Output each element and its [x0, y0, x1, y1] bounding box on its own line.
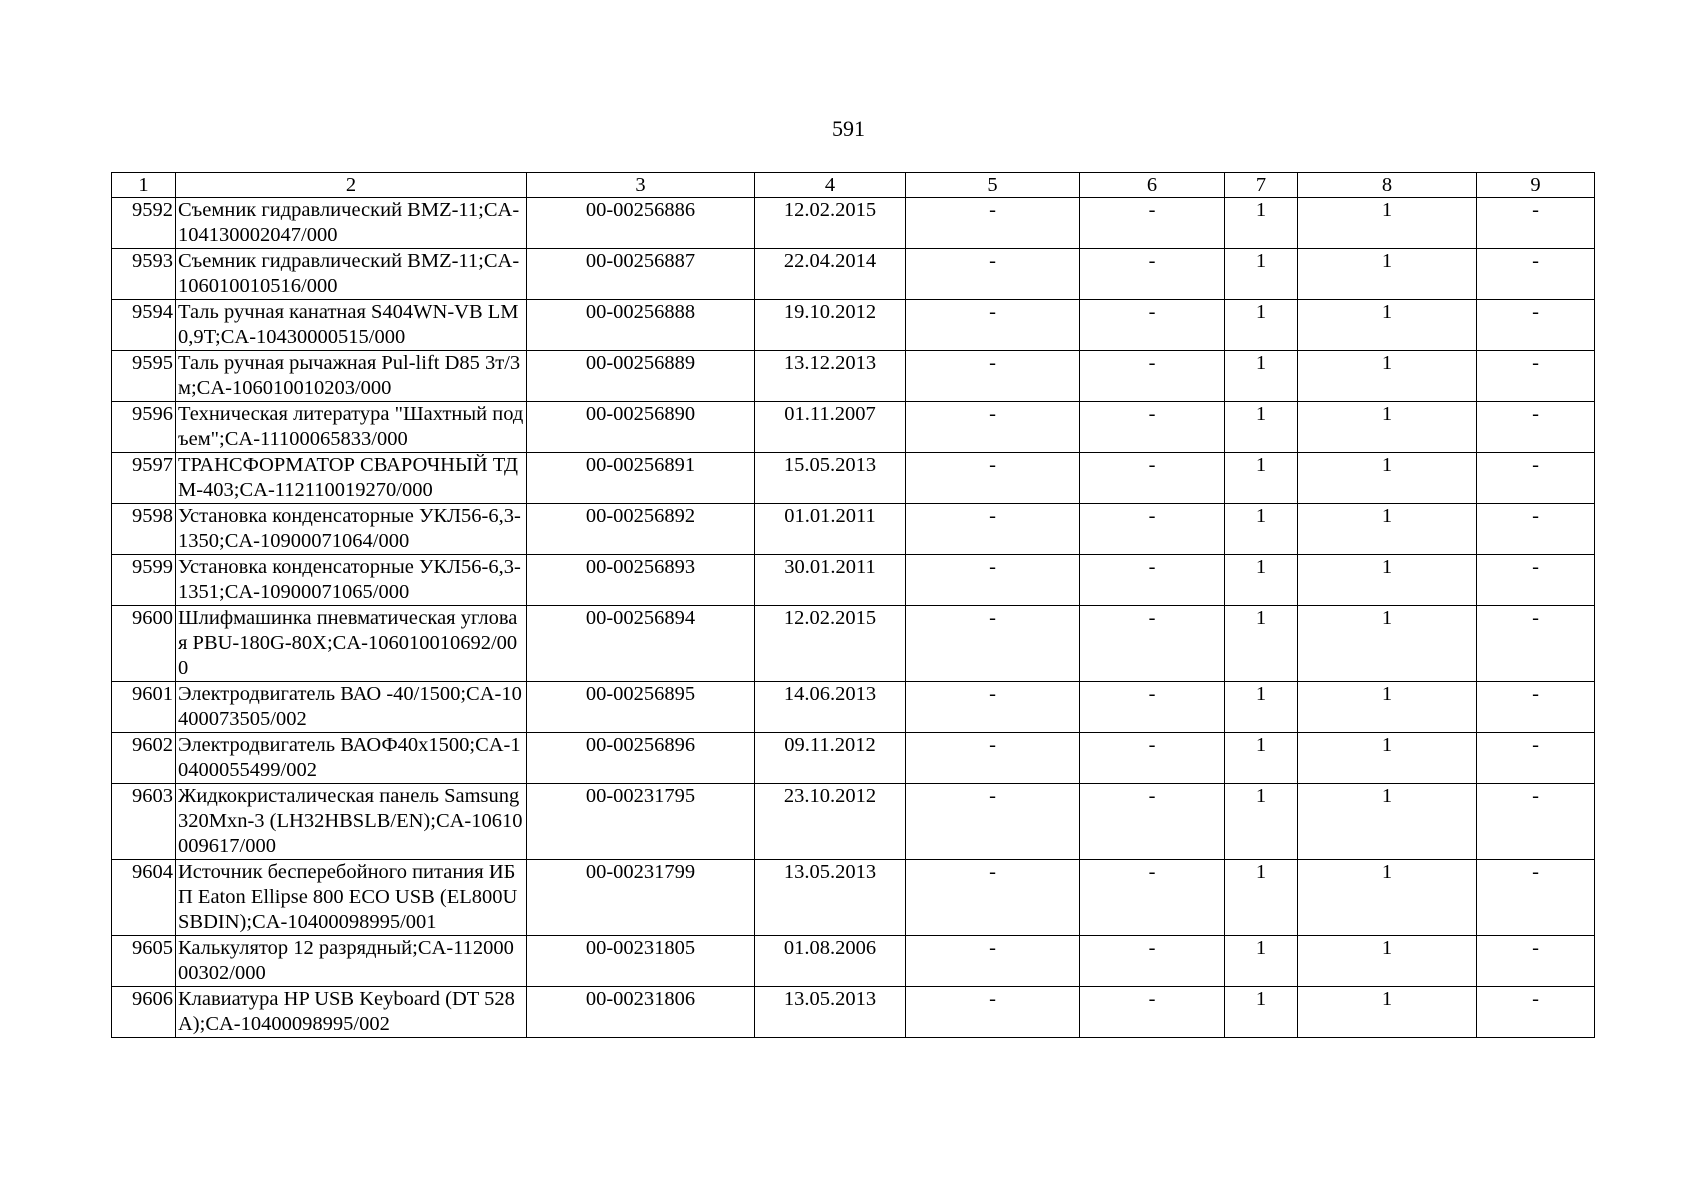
col-9-cell: - — [1477, 402, 1595, 453]
col-6-cell: - — [1080, 351, 1225, 402]
col-7-cell: 1 — [1225, 351, 1298, 402]
item-name-cell: Электродвигатель ВАОФ40х1500;CA-10400055499/002 — [176, 733, 527, 784]
inventory-code-cell: 00-00256892 — [527, 504, 755, 555]
column-header-4: 4 — [755, 173, 906, 198]
row-number-cell: 9599 — [112, 555, 176, 606]
inventory-code-cell: 00-00256886 — [527, 198, 755, 249]
item-name-cell: Калькулятор 12 разрядный;CA-11200000302/000 — [176, 936, 527, 987]
col-5-cell: - — [906, 402, 1080, 453]
col-7-cell: 1 — [1225, 987, 1298, 1038]
col-8-cell: 1 — [1298, 504, 1477, 555]
col-8-cell: 1 — [1298, 555, 1477, 606]
inventory-code-cell: 00-00256893 — [527, 555, 755, 606]
row-number-cell: 9605 — [112, 936, 176, 987]
col-7-cell: 1 — [1225, 198, 1298, 249]
header-row — [112, 173, 1595, 198]
col-7-cell: 1 — [1225, 784, 1298, 860]
table-row — [112, 249, 1595, 300]
col-8-cell: 1 — [1298, 300, 1477, 351]
col-6-cell: - — [1080, 198, 1225, 249]
inventory-code-cell: 00-00231805 — [527, 936, 755, 987]
table-body — [112, 198, 1595, 1038]
col-7-cell: 1 — [1225, 504, 1298, 555]
col-6-cell: - — [1080, 504, 1225, 555]
col-7-cell: 1 — [1225, 606, 1298, 682]
table-row — [112, 784, 1595, 860]
page-number: 591 — [832, 116, 865, 141]
col-9-cell: - — [1477, 300, 1595, 351]
col-9-cell: - — [1477, 733, 1595, 784]
row-number-cell: 9602 — [112, 733, 176, 784]
item-name-cell: Таль ручная рычажная Pul-lift D85 3т/3м;CA-106010010203/000 — [176, 351, 527, 402]
col-9-cell: - — [1477, 682, 1595, 733]
table-row — [112, 555, 1595, 606]
column-header-6: 6 — [1080, 173, 1225, 198]
date-cell: 14.06.2013 — [755, 682, 906, 733]
column-header-1: 1 — [112, 173, 176, 198]
col-6-cell: - — [1080, 606, 1225, 682]
row-number-cell: 9603 — [112, 784, 176, 860]
col-6-cell: - — [1080, 733, 1225, 784]
date-cell: 13.12.2013 — [755, 351, 906, 402]
col-8-cell: 1 — [1298, 249, 1477, 300]
col-8-cell: 1 — [1298, 606, 1477, 682]
inventory-code-cell: 00-00256888 — [527, 300, 755, 351]
table-row — [112, 300, 1595, 351]
column-header-5: 5 — [906, 173, 1080, 198]
date-cell: 13.05.2013 — [755, 860, 906, 936]
row-number-cell: 9601 — [112, 682, 176, 733]
col-9-cell: - — [1477, 351, 1595, 402]
col-5-cell: - — [906, 300, 1080, 351]
col-6-cell: - — [1080, 453, 1225, 504]
column-header-2: 2 — [176, 173, 527, 198]
item-name-cell: Техническая литература "Шахтный подъем";CA-11100065833/000 — [176, 402, 527, 453]
date-cell: 13.05.2013 — [755, 987, 906, 1038]
col-9-cell: - — [1477, 249, 1595, 300]
col-5-cell: - — [906, 860, 1080, 936]
item-name-cell: Шлифмашинка пневматическая угловая PBU-180G-80X;CA-106010010692/000 — [176, 606, 527, 682]
col-9-cell: - — [1477, 784, 1595, 860]
table-row — [112, 987, 1595, 1038]
col-5-cell: - — [906, 784, 1080, 860]
table-row — [112, 402, 1595, 453]
item-name-cell: Электродвигатель ВАО -40/1500;CA-10400073505/002 — [176, 682, 527, 733]
col-5-cell: - — [906, 249, 1080, 300]
col-5-cell: - — [906, 606, 1080, 682]
inventory-code-cell: 00-00256895 — [527, 682, 755, 733]
col-9-cell: - — [1477, 198, 1595, 249]
col-8-cell: 1 — [1298, 402, 1477, 453]
col-6-cell: - — [1080, 402, 1225, 453]
item-name-cell: Установка конденсаторные УКЛ56-6,3-1351;CA-10900071065/000 — [176, 555, 527, 606]
table-row — [112, 733, 1595, 784]
table-row — [112, 453, 1595, 504]
col-6-cell: - — [1080, 249, 1225, 300]
item-name-cell: Съемник гидравлический BMZ-11;CA-104130002047/000 — [176, 198, 527, 249]
row-number-cell: 9597 — [112, 453, 176, 504]
date-cell: 30.01.2011 — [755, 555, 906, 606]
col-7-cell: 1 — [1225, 860, 1298, 936]
col-6-cell: - — [1080, 987, 1225, 1038]
col-8-cell: 1 — [1298, 198, 1477, 249]
column-header-9: 9 — [1477, 173, 1595, 198]
col-8-cell: 1 — [1298, 351, 1477, 402]
inventory-code-cell: 00-00256891 — [527, 453, 755, 504]
col-9-cell: - — [1477, 504, 1595, 555]
col-8-cell: 1 — [1298, 784, 1477, 860]
row-number-cell: 9604 — [112, 860, 176, 936]
col-8-cell: 1 — [1298, 733, 1477, 784]
col-7-cell: 1 — [1225, 249, 1298, 300]
date-cell: 01.01.2011 — [755, 504, 906, 555]
col-9-cell: - — [1477, 936, 1595, 987]
col-5-cell: - — [906, 987, 1080, 1038]
col-5-cell: - — [906, 555, 1080, 606]
row-number-cell: 9594 — [112, 300, 176, 351]
col-8-cell: 1 — [1298, 987, 1477, 1038]
inventory-code-cell: 00-00256896 — [527, 733, 755, 784]
column-header-7: 7 — [1225, 173, 1298, 198]
col-7-cell: 1 — [1225, 300, 1298, 351]
inventory-code-cell: 00-00256889 — [527, 351, 755, 402]
col-6-cell: - — [1080, 300, 1225, 351]
item-name-cell: Источник бесперебойного питания ИБП Eaton Ellipse 800 ECO USB (EL800USBDIN);CA-10400098995/001 — [176, 860, 527, 936]
item-name-cell: Клавиатура HP USB Keyboard (DT 528A);CA-10400098995/002 — [176, 987, 527, 1038]
col-9-cell: - — [1477, 555, 1595, 606]
item-name-cell: Съемник гидравлический BMZ-11;CA-106010010516/000 — [176, 249, 527, 300]
date-cell: 19.10.2012 — [755, 300, 906, 351]
col-5-cell: - — [906, 733, 1080, 784]
item-name-cell: Таль ручная канатная S404WN-VB LM 0,9T;CA-10430000515/000 — [176, 300, 527, 351]
inventory-code-cell: 00-00256894 — [527, 606, 755, 682]
date-cell: 23.10.2012 — [755, 784, 906, 860]
col-6-cell: - — [1080, 555, 1225, 606]
col-9-cell: - — [1477, 453, 1595, 504]
inventory-code-cell: 00-00231806 — [527, 987, 755, 1038]
inventory-code-cell: 00-00256887 — [527, 249, 755, 300]
column-header-3: 3 — [527, 173, 755, 198]
item-name-cell: Установка конденсаторные УКЛ56-6,3-1350;CA-10900071064/000 — [176, 504, 527, 555]
col-5-cell: - — [906, 351, 1080, 402]
table-row — [112, 860, 1595, 936]
table-row — [112, 351, 1595, 402]
col-8-cell: 1 — [1298, 453, 1477, 504]
col-7-cell: 1 — [1225, 402, 1298, 453]
inventory-code-cell: 00-00231799 — [527, 860, 755, 936]
item-name-cell: ТРАНСФОРМАТОР СВАРОЧНЫЙ ТДМ-403;CA-112110019270/000 — [176, 453, 527, 504]
inventory-table — [111, 172, 1595, 1038]
col-7-cell: 1 — [1225, 733, 1298, 784]
row-number-cell: 9606 — [112, 987, 176, 1038]
row-number-cell: 9596 — [112, 402, 176, 453]
col-5-cell: - — [906, 453, 1080, 504]
date-cell: 22.04.2014 — [755, 249, 906, 300]
row-number-cell: 9595 — [112, 351, 176, 402]
col-6-cell: - — [1080, 784, 1225, 860]
col-9-cell: - — [1477, 606, 1595, 682]
date-cell: 12.02.2015 — [755, 198, 906, 249]
date-cell: 09.11.2012 — [755, 733, 906, 784]
row-number-cell: 9600 — [112, 606, 176, 682]
col-5-cell: - — [906, 936, 1080, 987]
col-6-cell: - — [1080, 936, 1225, 987]
date-cell: 12.02.2015 — [755, 606, 906, 682]
inventory-code-cell: 00-00256890 — [527, 402, 755, 453]
row-number-cell: 9592 — [112, 198, 176, 249]
col-5-cell: - — [906, 682, 1080, 733]
col-8-cell: 1 — [1298, 682, 1477, 733]
col-7-cell: 1 — [1225, 453, 1298, 504]
col-7-cell: 1 — [1225, 682, 1298, 733]
table-row — [112, 606, 1595, 682]
col-9-cell: - — [1477, 860, 1595, 936]
column-header-8: 8 — [1298, 173, 1477, 198]
col-6-cell: - — [1080, 860, 1225, 936]
date-cell: 01.08.2006 — [755, 936, 906, 987]
date-cell: 01.11.2007 — [755, 402, 906, 453]
item-name-cell: Жидкокристалическая панель Samsung 320Mxn-3 (LH32HBSLB/EN);CA-10610009617/000 — [176, 784, 527, 860]
date-cell: 15.05.2013 — [755, 453, 906, 504]
row-number-cell: 9593 — [112, 249, 176, 300]
col-6-cell: - — [1080, 682, 1225, 733]
col-7-cell: 1 — [1225, 555, 1298, 606]
col-5-cell: - — [906, 198, 1080, 249]
inventory-code-cell: 00-00231795 — [527, 784, 755, 860]
row-number-cell: 9598 — [112, 504, 176, 555]
table-row — [112, 504, 1595, 555]
table-row — [112, 682, 1595, 733]
col-9-cell: - — [1477, 987, 1595, 1038]
col-5-cell: - — [906, 504, 1080, 555]
table-row — [112, 936, 1595, 987]
col-7-cell: 1 — [1225, 936, 1298, 987]
col-8-cell: 1 — [1298, 860, 1477, 936]
col-8-cell: 1 — [1298, 936, 1477, 987]
table-row — [112, 198, 1595, 249]
